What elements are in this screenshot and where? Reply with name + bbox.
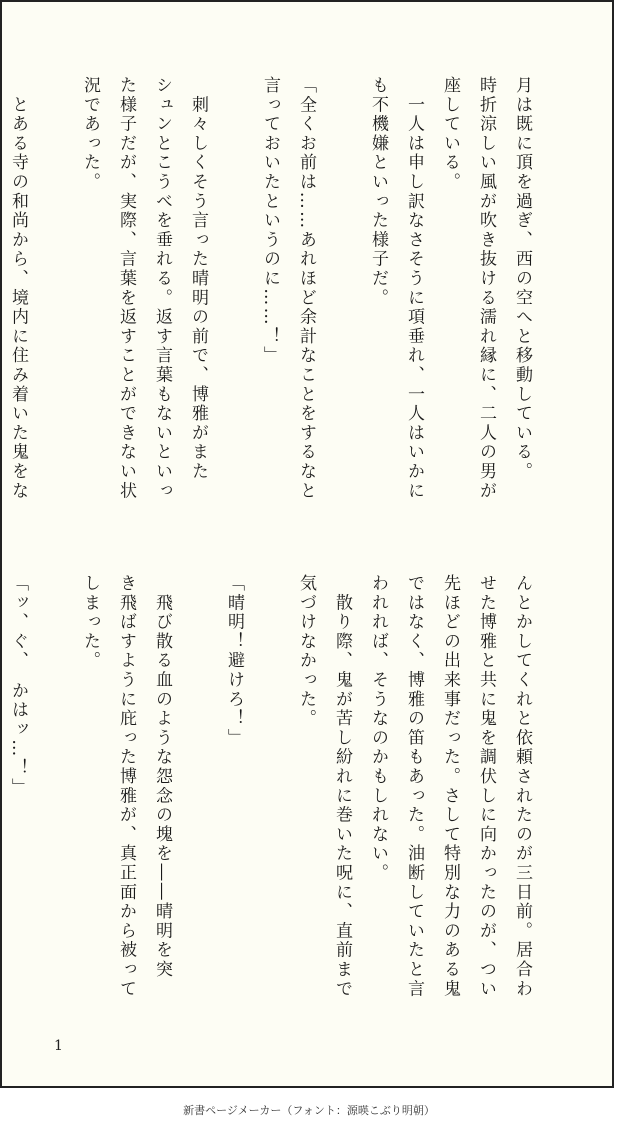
footer-credit: 新書ページメーカー（フォント：源暎こぶり明朝） xyxy=(183,1104,435,1117)
text-block-bottom: んとかしてくれと依頼されたのが三日前。居合わ せた博雅と共に鬼を調伏しに向かったのが、つい 先ほどの出来事だった。さして特別な力のある鬼 ではなく、博雅の笛もあった。油断していたと言 われれば、そうなのかもしれない。 散り際、鬼が苦し紛れに巻いた呪に、直前まで 気づけなかった。 「晴明！避けろ！」 飛び散る血のような怨念の塊を――晴明を突 き飛ばすように庇った博雅が、真正面から被って しまった。 「ッ、ぐ、 かはッ…！」 xyxy=(8,574,532,999)
page-number: 1 xyxy=(54,1038,63,1054)
text-block-top: 月は既に頂を過ぎ、西の空へと移動している。 時折涼しい風が吹き抜ける濡れ縁に、二人の男が 座している。 一人は申し訳なさそうに項垂れ、一人はいかに も不機嫌といった様子だ。 「全くお前は……あれほど余計なことをするなと 言っておいたというのに……！」 刺々しくそう言った晴明の前で、博雅がまた シュンとこうべを垂れる。返す言葉もないといっ た様子だが、実際、言葉を返すことができない状 況であった。 とある寺の和尚から、境内に住み着いた鬼をな xyxy=(8,76,532,501)
